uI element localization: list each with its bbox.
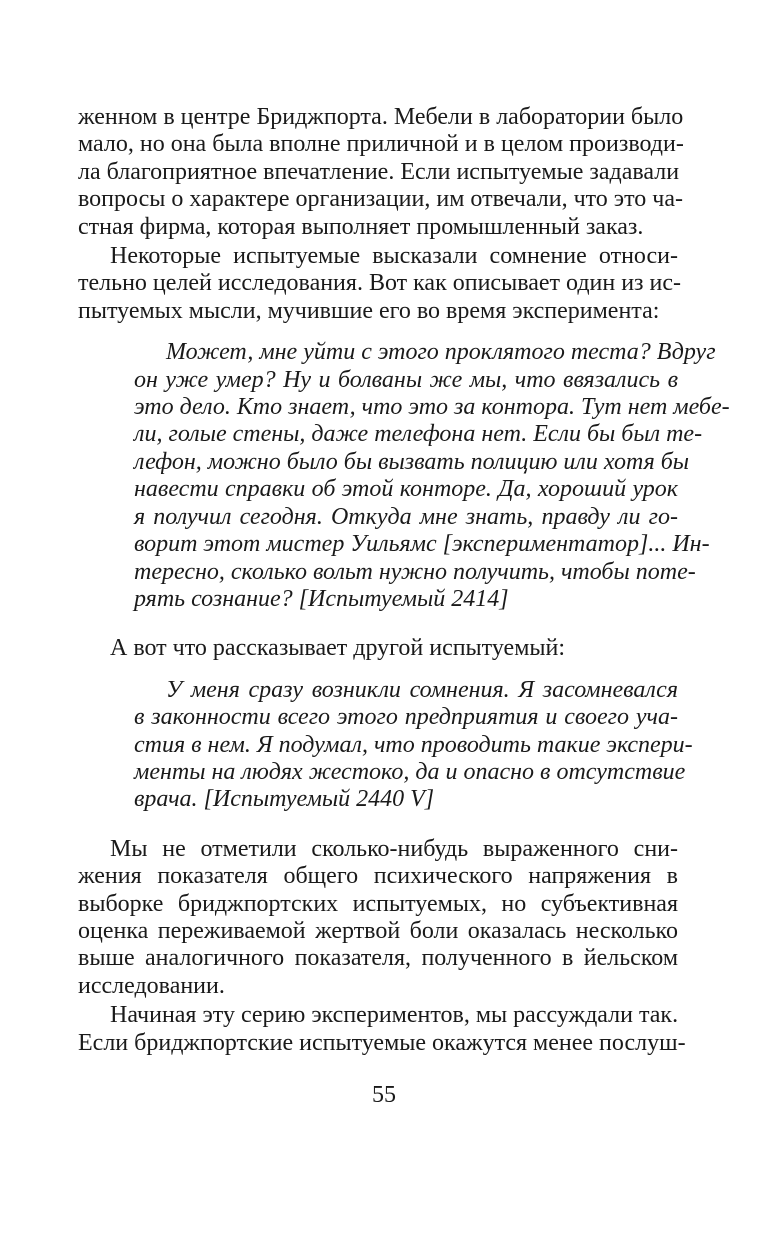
text-line: выборке бриджпортских испытуемых, но субъективная	[78, 890, 678, 917]
paragraph-3	[78, 635, 678, 662]
text-line: женном в центре Бриджпорта. Мебели в лаборатории было	[78, 104, 684, 130]
text-line: исследовании.	[78, 972, 225, 999]
text-line: выше аналогичного показателя, полученного в йельском	[78, 945, 678, 972]
quote-line: ли, голые стены, даже телефона нет. Если бы был те-	[134, 421, 703, 448]
quote-line: в законности всего этого предприятия и своего уча-	[134, 704, 678, 731]
text-line: Мы не отметили сколько-нибудь выраженного сни-	[110, 835, 678, 862]
quote-line: ворит этот мистер Уильямс [экспериментатор]... Ин-	[134, 531, 710, 558]
block-quote-1	[134, 339, 730, 613]
text-line: стная фирма, которая выполняет промышленный заказ.	[78, 213, 644, 240]
quote-line: это дело. Кто знает, что это за контора. Тут нет мебе-	[134, 394, 730, 421]
paragraph-2	[78, 243, 682, 325]
quote-line: Может, мне уйти с этого проклятого теста? Вдруг	[166, 339, 716, 366]
text-line: мало, но она была вполне приличной и в целом производи-	[78, 131, 684, 158]
quote-line: стия в нем. Я подумал, что проводить такие экспери-	[134, 731, 693, 758]
paragraph-1	[78, 104, 684, 241]
text-line: вопросы о характере организации, им отвечали, что это ча-	[78, 186, 683, 213]
text-line: Если бриджпортские испытуемые окажутся менее послуш-	[78, 1029, 686, 1056]
text-line: ла благоприятное впечатление. Если испытуемые задавали	[78, 158, 680, 185]
quote-line: У меня сразу возникли сомнения. Я засомневался	[166, 676, 678, 703]
page-body	[78, 102, 730, 1057]
block-quote-2	[134, 676, 693, 814]
text-line: Начиная эту серию экспериментов, мы рассуждали так.	[110, 1002, 679, 1029]
quote-line: навести справки об этой конторе. Да, хороший урок	[134, 476, 678, 503]
quote-line: рять сознание? [Испытуемый 2414]	[134, 585, 509, 612]
quote-line: врача. [Испытуемый 2440 V]	[134, 786, 435, 813]
text-line: пытуемых мысли, мучившие его во время эксперимента:	[78, 297, 660, 324]
text-line: Некоторые испытуемые высказали сомнение относи-	[110, 243, 678, 270]
quote-line: менты на людях жестоко, да и опасно в отсутствие	[134, 758, 686, 785]
text-line: оценка переживаемой жертвой боли оказалась несколько	[78, 917, 678, 944]
quote-line: он уже умер? Ну и болваны же мы, что ввязались в	[134, 366, 678, 393]
quote-line: лефон, можно было бы вызвать полицию или хотя бы	[134, 448, 690, 475]
text-line: жения показателя общего психического напряжения в	[78, 863, 678, 890]
paragraph-4	[78, 836, 678, 1000]
paragraph-5	[78, 1002, 686, 1057]
text-line: А вот что рассказывает другой испытуемый:	[110, 635, 566, 662]
page-number: 55	[372, 1082, 396, 1108]
quote-line: я получил сегодня. Откуда мне знать, правду ли го-	[134, 503, 678, 530]
quote-line: тересно, сколько вольт нужно получить, чтобы поте-	[134, 558, 696, 585]
text-line: тельно целей исследования. Вот как описывает один из ис-	[78, 270, 682, 297]
